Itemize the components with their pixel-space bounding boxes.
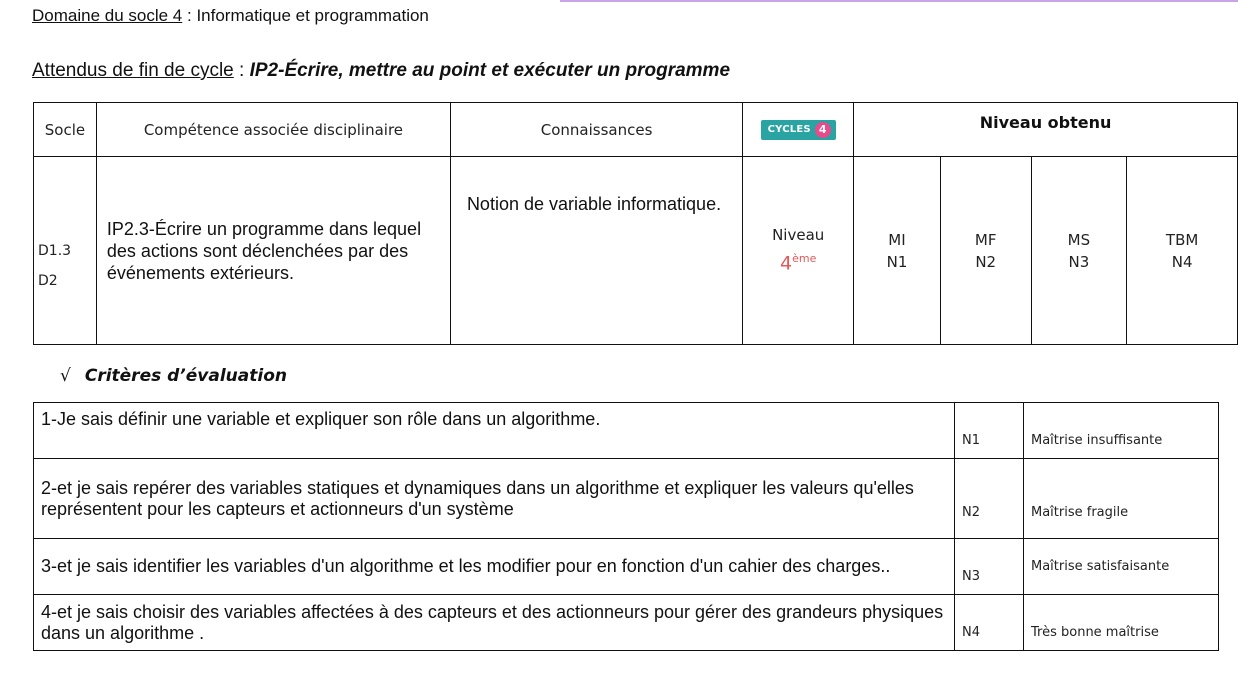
niveau-value: 4ème (780, 252, 817, 275)
criteria-row (34, 539, 1219, 595)
header-socle: Socle (34, 103, 97, 157)
competence-cell: IP2.3-Écrire un programme dans lequel des actions sont déclenchées par des événements extérieurs. (96, 157, 450, 345)
competence-row (34, 157, 1238, 345)
domain-label: Domaine du socle 4 (32, 6, 183, 25)
criteria-text: 2-et je sais repérer des variables statiques et dynamiques dans un algorithme et expliquer les valeurs qu'elles représentent pour les capteurs et actionneurs d'un système (34, 459, 955, 539)
criteria-row (34, 595, 1219, 651)
socle-d2: D2 (38, 272, 58, 289)
domain-sep: : (182, 6, 197, 25)
check-icon: √ (60, 366, 71, 386)
level-mf-cell: MF N2 (940, 157, 1031, 345)
competence-table (33, 102, 1238, 345)
criteria-level: N3 (955, 539, 1024, 595)
cycles-number: 4 (815, 122, 831, 138)
niveau-label: Niveau (772, 226, 825, 245)
header-niveau-obtenu: Niveau obtenu (854, 103, 1238, 157)
niveau-cell (743, 157, 854, 345)
criteria-row (34, 459, 1219, 539)
cycles-badge-text: CYCLES (767, 124, 811, 136)
top-accent-line (560, 0, 1238, 2)
criteria-level: N1 (955, 403, 1024, 459)
criteria-desc: Maîtrise fragile (1024, 459, 1219, 539)
criteres-label: Critères d’évaluation (84, 366, 287, 386)
criteria-text: 4-et je sais choisir des variables affectées à des capteurs et des actionneurs pour gérer des grandeurs physiques dans un algorithme . (34, 595, 955, 651)
criteria-level: N4 (955, 595, 1024, 651)
criteria-desc: Très bonne maîtrise (1024, 595, 1219, 651)
level-tbm-cell: TBM N4 (1127, 157, 1238, 345)
domain-value: Informatique et programmation (196, 6, 429, 25)
header-cycles (743, 103, 854, 157)
level-mi-cell: MI N1 (854, 157, 941, 345)
level-ms-cell: MS N3 (1031, 157, 1127, 345)
criteres-table (33, 402, 1219, 651)
criteria-desc: Maîtrise insuffisante (1024, 403, 1219, 459)
cycles-4-logo (761, 120, 836, 140)
criteria-text: 3-et je sais identifier les variables d'un algorithme et les modifier pour en fonction d'un cahier des charges.. (34, 539, 955, 595)
connaissances-cell: Notion de variable informatique. (450, 157, 742, 345)
attendus-value: IP2-Écrire, mettre au point et exécuter un programme (249, 60, 731, 81)
competence-header-row (34, 103, 1238, 157)
attendus-line (32, 60, 730, 82)
domain-line (32, 6, 429, 26)
header-connaissances: Connaissances (450, 103, 742, 157)
criteria-text: 1-Je sais définir une variable et expliquer son rôle dans un algorithme. (34, 403, 955, 459)
criteres-heading (60, 366, 287, 386)
criteria-row (34, 403, 1219, 459)
criteria-level: N2 (955, 459, 1024, 539)
socle-cell (34, 157, 97, 345)
attendus-sep: : (233, 60, 250, 81)
attendus-label: Attendus de fin de cycle (32, 60, 234, 81)
criteria-desc: Maîtrise satisfaisante (1024, 539, 1219, 595)
header-competence: Compétence associée disciplinaire (96, 103, 450, 157)
socle-d13: D1.3 (38, 242, 72, 259)
